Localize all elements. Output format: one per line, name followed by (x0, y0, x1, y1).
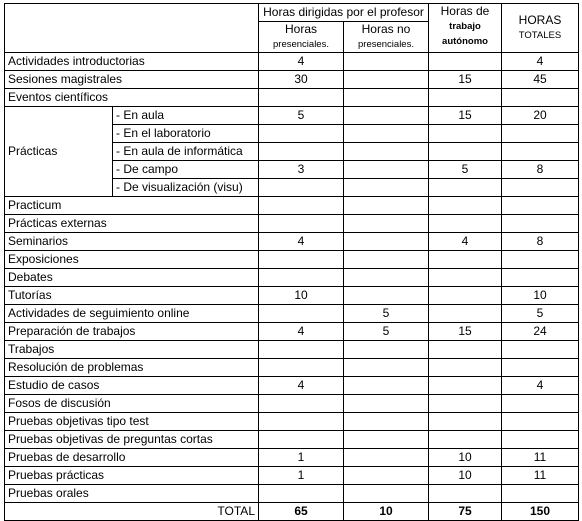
practicas-row (5, 107, 579, 125)
cell-no-presenciales (344, 71, 429, 89)
table-row (5, 467, 579, 485)
row-label: Pruebas prácticas (5, 467, 259, 485)
table-row (5, 377, 579, 395)
row-label: Pruebas objetivas tipo test (5, 413, 259, 431)
cell-no-presenciales (344, 161, 429, 179)
table-row (5, 431, 579, 449)
row-label: Fosos de discusión (5, 395, 259, 413)
header-presenciales (259, 22, 344, 53)
cell-no-presenciales: 5 (344, 305, 429, 323)
cell-presenciales: 30 (259, 71, 344, 89)
cell-no-presenciales (344, 341, 429, 359)
cell-total (502, 251, 579, 269)
row-label: Prácticas externas (5, 215, 259, 233)
header-blank (5, 4, 259, 53)
cell-presenciales (259, 215, 344, 233)
cell-no-presenciales (344, 197, 429, 215)
table-row (5, 305, 579, 323)
header-presenciales-l2: presenciales. (273, 39, 329, 50)
cell-autonomo (429, 197, 502, 215)
cell-presenciales (259, 197, 344, 215)
cell-presenciales (259, 413, 344, 431)
practicas-sub-label: - De visualización (visu) (113, 179, 259, 197)
cell-presenciales (259, 431, 344, 449)
cell-autonomo (429, 179, 502, 197)
cell-total: 11 (502, 449, 579, 467)
cell-total (502, 359, 579, 377)
cell-autonomo (429, 377, 502, 395)
table-row (5, 413, 579, 431)
cell-total (502, 269, 579, 287)
cell-no-presenciales (344, 53, 429, 71)
row-label: Tutorías (5, 287, 259, 305)
cell-autonomo (429, 251, 502, 269)
total-total: 150 (502, 503, 579, 521)
cell-autonomo: 15 (429, 71, 502, 89)
cell-presenciales (259, 395, 344, 413)
header-autonomo-l2: trabajo (449, 21, 481, 32)
row-label: Sesiones magistrales (5, 71, 259, 89)
header-autonomo-l3: autónomo (442, 36, 488, 47)
cell-total (502, 413, 579, 431)
cell-presenciales: 1 (259, 467, 344, 485)
row-label: Preparación de trabajos (5, 323, 259, 341)
cell-total (502, 143, 579, 161)
cell-presenciales: 5 (259, 107, 344, 125)
header-totales-l1: HORAS (518, 13, 562, 27)
cell-presenciales (259, 89, 344, 107)
cell-autonomo: 15 (429, 323, 502, 341)
total-row (5, 503, 579, 521)
cell-no-presenciales (344, 377, 429, 395)
cell-autonomo (429, 485, 502, 503)
cell-presenciales: 4 (259, 233, 344, 251)
cell-presenciales: 3 (259, 161, 344, 179)
row-label: Resolución de problemas (5, 359, 259, 377)
cell-no-presenciales (344, 233, 429, 251)
cell-presenciales (259, 251, 344, 269)
cell-no-presenciales (344, 179, 429, 197)
total-autonomo: 75 (429, 503, 502, 521)
cell-autonomo (429, 413, 502, 431)
table-row (5, 485, 579, 503)
cell-autonomo: 10 (429, 467, 502, 485)
row-label: Pruebas de desarrollo (5, 449, 259, 467)
table-row (5, 287, 579, 305)
cell-no-presenciales (344, 467, 429, 485)
row-label: Actividades de seguimiento online (5, 305, 259, 323)
cell-total: 8 (502, 233, 579, 251)
practicas-sub-label: - En aula de informática (113, 143, 259, 161)
cell-no-presenciales (344, 269, 429, 287)
table-row (5, 395, 579, 413)
cell-presenciales: 4 (259, 377, 344, 395)
cell-autonomo (429, 125, 502, 143)
cell-no-presenciales (344, 395, 429, 413)
cell-no-presenciales: 5 (344, 323, 429, 341)
cell-autonomo (429, 359, 502, 377)
cell-total (502, 179, 579, 197)
cell-presenciales (259, 341, 344, 359)
cell-autonomo (429, 143, 502, 161)
cell-total: 45 (502, 71, 579, 89)
row-label: Debates (5, 269, 259, 287)
cell-total (502, 89, 579, 107)
cell-total (502, 215, 579, 233)
cell-no-presenciales (344, 485, 429, 503)
table-row (5, 71, 579, 89)
row-label: Exposiciones (5, 251, 259, 269)
cell-total (502, 431, 579, 449)
row-label: Eventos científicos (5, 89, 259, 107)
row-label: Pruebas orales (5, 485, 259, 503)
table-row (5, 449, 579, 467)
cell-no-presenciales (344, 359, 429, 377)
header-row-1 (5, 4, 579, 22)
practicas-sub-label: - De campo (113, 161, 259, 179)
cell-autonomo (429, 269, 502, 287)
cell-presenciales: 10 (259, 287, 344, 305)
table-row (5, 53, 579, 71)
header-autonomo-l1: Horas de (440, 4, 490, 18)
table-row (5, 89, 579, 107)
total-no-presenciales: 10 (344, 503, 429, 521)
cell-total: 11 (502, 467, 579, 485)
row-label: Estudio de casos (5, 377, 259, 395)
table-row (5, 359, 579, 377)
cell-total (502, 395, 579, 413)
cell-presenciales (259, 305, 344, 323)
table-row (5, 215, 579, 233)
header-totales (502, 4, 579, 53)
cell-presenciales (259, 143, 344, 161)
cell-autonomo: 10 (429, 449, 502, 467)
cell-presenciales (259, 179, 344, 197)
cell-no-presenciales (344, 287, 429, 305)
row-label: Practicum (5, 197, 259, 215)
row-label: Seminarios (5, 233, 259, 251)
cell-autonomo (429, 395, 502, 413)
hours-table (4, 3, 579, 521)
table-row (5, 197, 579, 215)
cell-no-presenciales (344, 89, 429, 107)
table-row (5, 233, 579, 251)
header-totales-l2: TOTALES (518, 30, 562, 41)
cell-no-presenciales (344, 143, 429, 161)
row-label: Actividades introductorias (5, 53, 259, 71)
cell-no-presenciales (344, 107, 429, 125)
cell-presenciales: 1 (259, 449, 344, 467)
cell-total: 4 (502, 377, 579, 395)
cell-no-presenciales (344, 413, 429, 431)
cell-presenciales: 4 (259, 323, 344, 341)
cell-autonomo: 4 (429, 233, 502, 251)
header-no-presenciales-l1: Horas no (361, 22, 411, 36)
cell-autonomo (429, 287, 502, 305)
cell-total: 10 (502, 287, 579, 305)
cell-total: 20 (502, 107, 579, 125)
header-presenciales-l1: Horas (284, 22, 317, 36)
total-presenciales: 65 (259, 503, 344, 521)
cell-autonomo (429, 53, 502, 71)
cell-total: 5 (502, 305, 579, 323)
cell-presenciales (259, 359, 344, 377)
cell-presenciales: 4 (259, 53, 344, 71)
cell-autonomo (429, 341, 502, 359)
cell-autonomo (429, 215, 502, 233)
cell-total: 8 (502, 161, 579, 179)
cell-no-presenciales (344, 449, 429, 467)
cell-total: 24 (502, 323, 579, 341)
cell-total (502, 125, 579, 143)
row-label: Pruebas objetivas de preguntas cortas (5, 431, 259, 449)
table-row (5, 341, 579, 359)
cell-autonomo: 15 (429, 107, 502, 125)
table-row (5, 269, 579, 287)
header-no-presenciales-l2: presenciales. (358, 39, 414, 50)
header-autonomo (429, 4, 502, 53)
practicas-sub-label: - En el laboratorio (113, 125, 259, 143)
cell-no-presenciales (344, 431, 429, 449)
cell-total (502, 485, 579, 503)
table-row (5, 251, 579, 269)
cell-autonomo (429, 431, 502, 449)
header-no-presenciales (344, 22, 429, 53)
practicas-sub-label: - En aula (113, 107, 259, 125)
cell-presenciales (259, 125, 344, 143)
row-label: Trabajos (5, 341, 259, 359)
cell-presenciales (259, 269, 344, 287)
cell-no-presenciales (344, 125, 429, 143)
cell-no-presenciales (344, 251, 429, 269)
cell-autonomo (429, 89, 502, 107)
cell-autonomo (429, 305, 502, 323)
cell-total (502, 197, 579, 215)
cell-no-presenciales (344, 215, 429, 233)
cell-autonomo: 5 (429, 161, 502, 179)
cell-presenciales (259, 485, 344, 503)
cell-total (502, 341, 579, 359)
cell-total: 4 (502, 53, 579, 71)
practicas-group-label: Prácticas (5, 107, 113, 197)
table-row (5, 323, 579, 341)
total-label: TOTAL (5, 503, 259, 521)
header-dirigidas: Horas dirigidas por el profesor (259, 4, 429, 22)
